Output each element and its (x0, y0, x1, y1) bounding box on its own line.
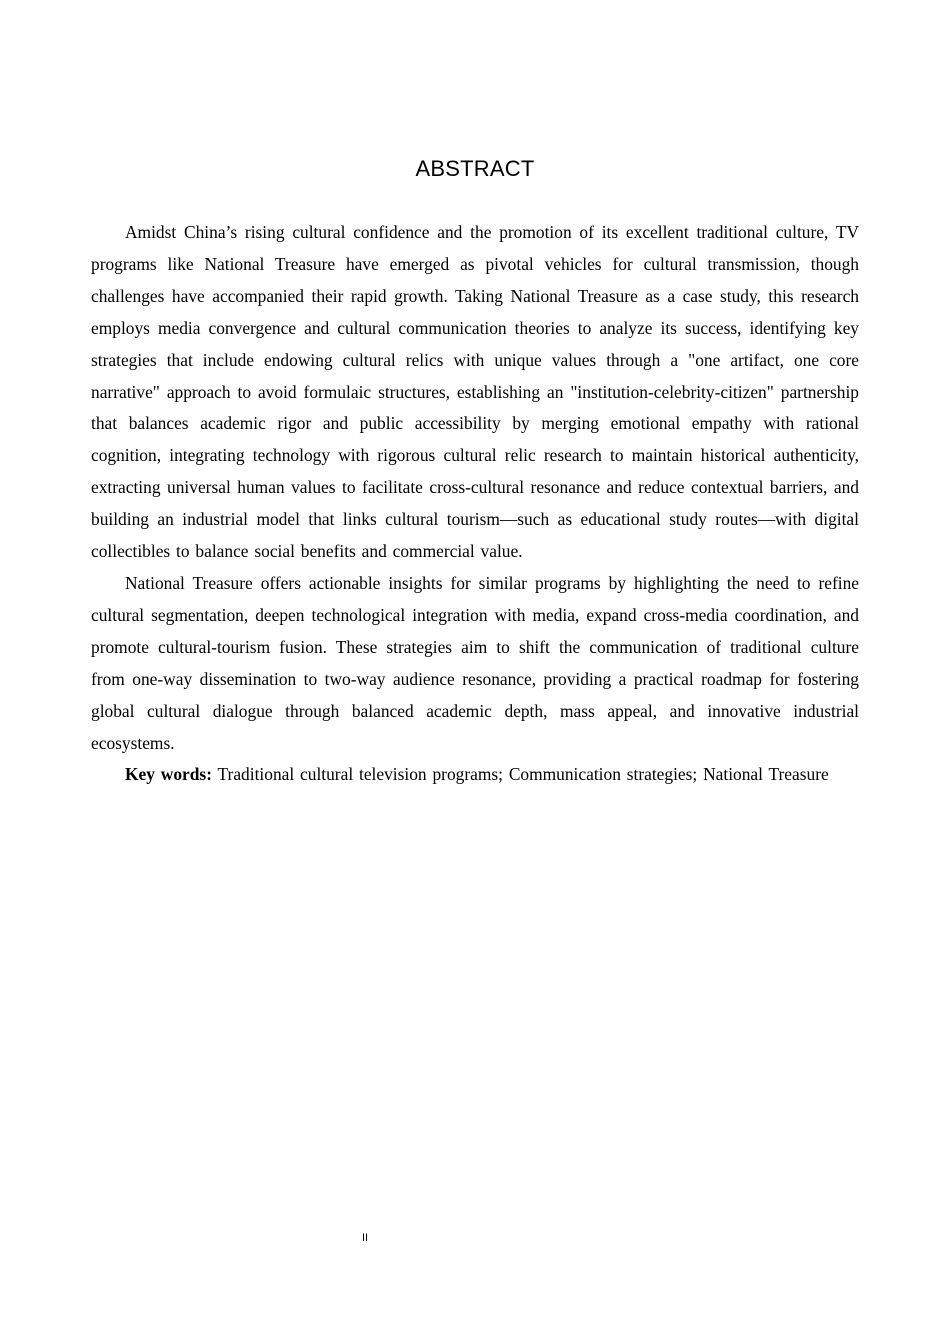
keywords-text: Traditional cultural television programs; Communication strategies; National Treasure (212, 764, 829, 785)
abstract-body (91, 217, 859, 791)
abstract-title: ABSTRACT (415, 156, 535, 181)
keywords-label: Key words: (125, 764, 212, 785)
abstract-paragraph-1: Amidst China’s rising cultural confidence and the promotion of its excellent traditional culture, TV programs like National Treasure have emerged as pivotal vehicles for cultural transmission, though challenges have accompanied their rapid growth. Taking National Treasure as a case study, this research employs media convergence and cultural communication theories to analyze its success, identifying key strategies that include endowing cultural relics with unique values through a "one artifact, one core narrative" approach to avoid formulaic structures, establishing an "institution-celebrity-citizen" partnership that balances academic rigor and public accessibility by merging emotional empathy with rational cognition, integrating technology with rigorous cultural relic research to maintain historical authenticity, extracting universal human values to facilitate cross-cultural resonance and reduce contextual barriers, and building an industrial model that links cultural tourism—such as educational study routes—with digital collectibles to balance social benefits and commercial value. (91, 222, 859, 562)
keywords-line (91, 759, 859, 791)
abstract-paragraph-2: National Treasure offers actionable insights for similar programs by highlighting the need to refine cultural segmentation, deepen technological integration with media, expand cross-media coordination, and promote cultural-tourism fusion. These strategies aim to shift the communication of traditional culture from one-way dissemination to two-way audience resonance, providing a practical roadmap for fostering global cultural dialogue through balanced academic depth, mass appeal, and innovative industrial ecosystems. (91, 572, 859, 753)
page-number: II (361, 1232, 369, 1244)
